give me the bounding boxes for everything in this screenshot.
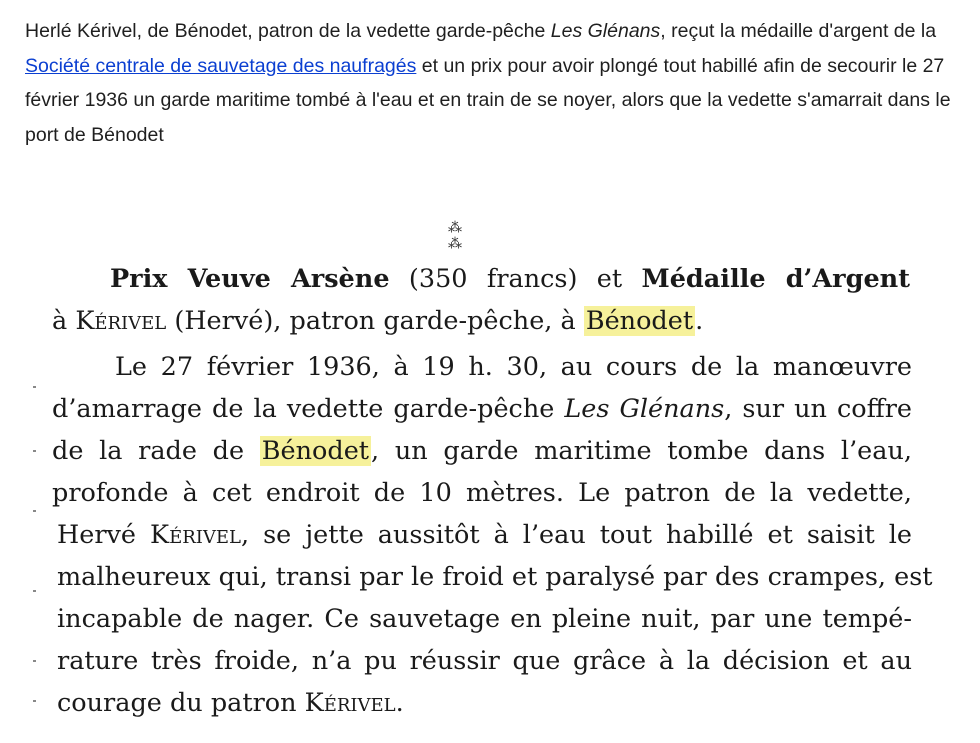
caption-text-3: et un prix pour avoir plongé tout habillé afin de secourir le 27 février 1936 un garde maritime tombé à l'eau et en train de se noyer, alors que la vedette s'amarrait dans le port de Bénodet: [25, 54, 951, 146]
recipient-prefix: à: [52, 306, 76, 336]
scan-margin-mark: [33, 386, 36, 388]
body-line-2-a: d’amarrage de la vedette garde-pêche: [52, 394, 565, 424]
scan-margin-mark: [33, 510, 36, 512]
body-line-4: profonde à cet endroit de 10 mètres. Le patron de la vedette,: [52, 478, 912, 508]
sauvetage-society-link[interactable]: Société centrale de sauvetage des naufragés: [25, 54, 417, 77]
caption-text-1: Herlé Kérivel, de Bénodet, patron de la vedette garde-pêche: [25, 20, 551, 42]
scan-margin-mark: [33, 450, 36, 452]
scan-margin-mark: [33, 700, 36, 702]
highlighted-place-benodet: Bénodet: [585, 306, 694, 336]
scan-margin-mark: [33, 590, 36, 592]
body-line-3-b: , un garde maritime tombe dans l’eau,: [371, 436, 912, 466]
body-line-9-b: .: [395, 688, 404, 718]
award-heading-line: [110, 264, 910, 294]
ornament-asterisms: ⁂ ⁂: [448, 220, 472, 252]
body-line-2-b: , sur un coffre: [724, 394, 912, 424]
body-line-5-a: Hervé: [57, 520, 151, 550]
body-line-3-a: de la rade de: [52, 436, 260, 466]
scan-margin-mark: [33, 660, 36, 662]
body-boat-name: Les Glénans: [564, 394, 725, 424]
caption-text-2: , reçut la médaille d'argent de la: [660, 20, 937, 42]
body-line-1: Le 27 février 1936, à 19 h. 30, au cours de la manœuvre: [115, 352, 912, 382]
body-line-5: [57, 520, 912, 550]
caption-boat-name: Les Glénans: [550, 20, 661, 42]
body-surname: Kérivel: [150, 520, 241, 550]
scanned-document-excerpt: [0, 210, 980, 743]
recipient-period: .: [695, 306, 704, 336]
caption-paragraph: [25, 14, 965, 152]
medal-name: Médaille d’Argent: [641, 264, 910, 294]
body-line-9: [57, 688, 404, 718]
body-line-3: [52, 436, 912, 466]
highlighted-place-benodet-2: Bénodet: [261, 436, 370, 466]
prize-amount: (350 francs) et: [389, 264, 642, 294]
recipient-surname: Kérivel: [75, 306, 167, 336]
recipient-description: (Hervé), patron garde-pêche, à: [166, 306, 584, 336]
recipient-line: [52, 306, 703, 336]
prize-name: Prix Veuve Arsène: [110, 264, 390, 294]
body-line-8: rature très froide, n’a pu réussir que grâce à la décision et au: [57, 646, 912, 676]
body-line-9-a: courage du patron: [57, 688, 305, 718]
body-line-2: [52, 394, 912, 424]
body-line-5-b: , se jette aussitôt à l’eau tout habillé et saisit le: [240, 520, 913, 550]
body-line-7: incapable de nager. Ce sauvetage en pleine nuit, par une tempé-: [57, 604, 912, 634]
body-line-6: malheureux qui, transi par le froid et paralysé par des crampes, est: [57, 562, 933, 592]
body-surname-2: Kérivel: [304, 688, 396, 718]
